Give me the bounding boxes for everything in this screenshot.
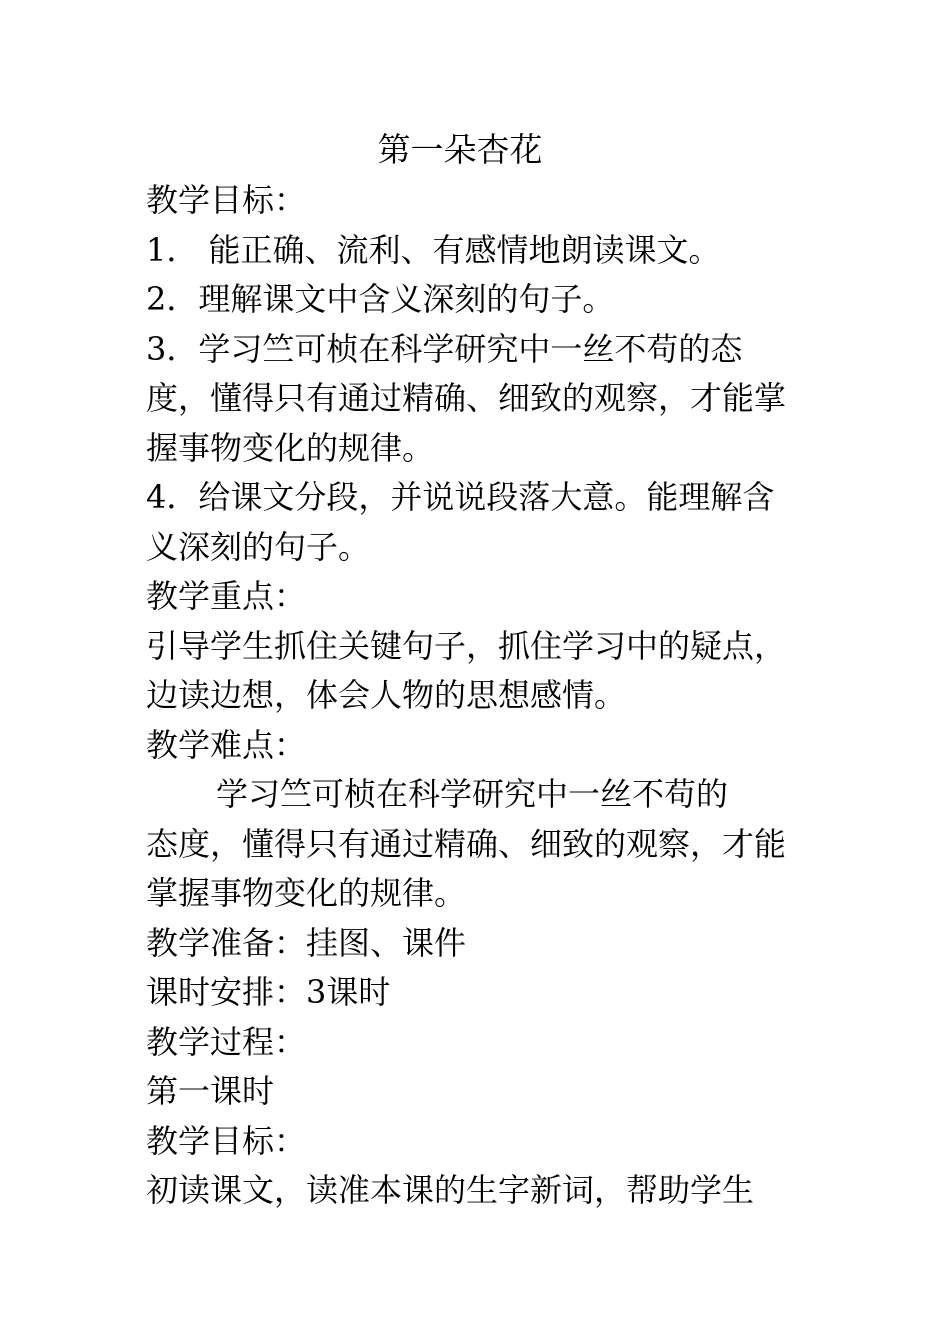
text-line: 学习竺可桢在科学研究中一丝不苟的 — [216, 775, 729, 813]
text-line: 握事物变化的规律。 — [146, 428, 435, 467]
text-line: 3．学习竺可桢在科学研究中一丝不苟的态 — [146, 329, 743, 368]
text-line: 2．理解课文中含义深刻的句子。 — [146, 280, 615, 318]
text-line: 教学重点： — [146, 577, 307, 615]
text-line: 教学目标： — [146, 181, 307, 219]
document-body — [146, 176, 846, 1216]
document-title: 第一朵杏花 — [377, 130, 543, 169]
text-line: 掌握事物变化的规律。 — [146, 874, 467, 912]
text-line: 教学难点： — [146, 725, 307, 764]
text-line: 教学过程： — [146, 1022, 307, 1061]
text-line: 态度，懂得只有通过精确、细致的观察，才能 — [146, 824, 787, 863]
text-line: 边读边想，体会人物的思想感情。 — [146, 676, 627, 714]
text-line: 初读课文，读准本课的生字新词，帮助学生 — [146, 1171, 755, 1209]
text-line: 义深刻的句子。 — [146, 527, 371, 566]
text-line: 度，懂得只有通过精确、细致的观察，才能掌 — [146, 379, 787, 417]
text-line: 引导学生抓住关键句子，抓住学习中的疑点， — [146, 626, 787, 665]
text-line: 教学准备：挂图、课件 — [146, 923, 467, 962]
text-line: 课时安排：3课时 — [146, 973, 391, 1011]
text-line: 1． 能正确、流利、有感情地朗读课文。 — [146, 230, 721, 269]
text-line: 教学目标： — [146, 1121, 307, 1160]
text-line: 第一课时 — [146, 1072, 275, 1110]
text-line: 4．给课文分段，并说说段落大意。能理解含 — [146, 478, 775, 516]
